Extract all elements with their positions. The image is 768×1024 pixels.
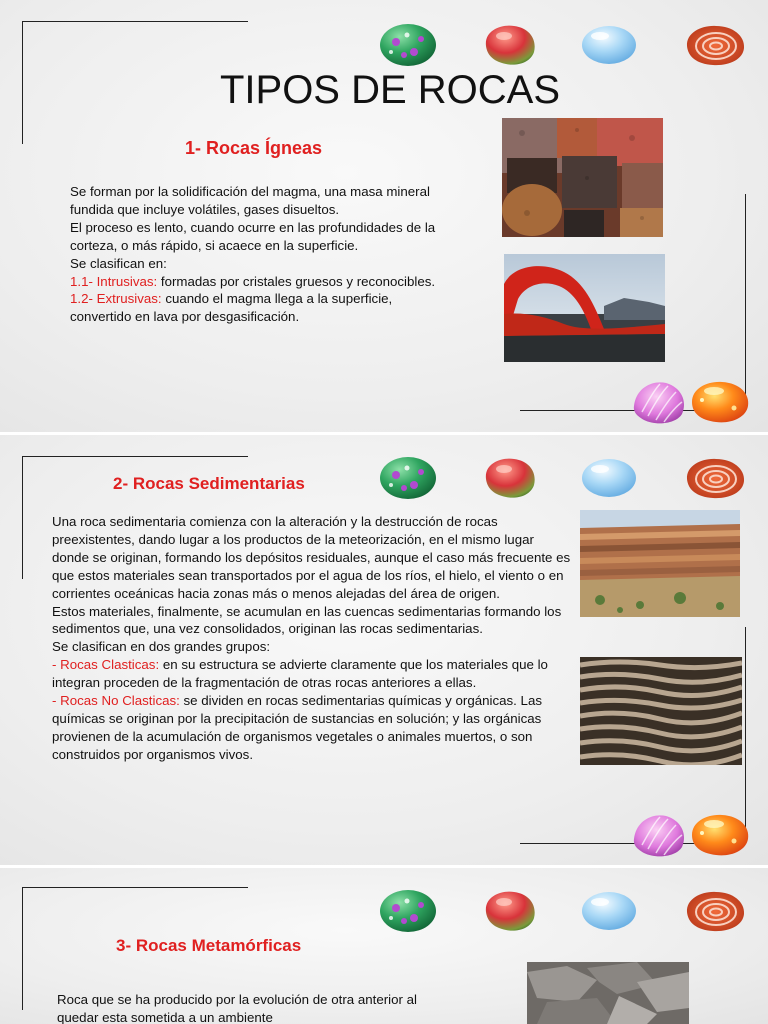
subtype-extrusive <box>70 290 440 326</box>
subtype-text: cuando el magma llega a la superficie, convertido en lava por desgasificación. <box>70 291 393 325</box>
subtype-text: formadas por cristales gruesos y reconocibles. <box>157 273 436 289</box>
agate-gem-icon <box>683 888 747 934</box>
blue-gem-icon <box>580 24 638 66</box>
green-gem-icon <box>378 888 438 934</box>
layered-rock-photo <box>580 657 742 765</box>
section-heading-sedimentary: 2- Rocas Sedimentarias <box>113 474 305 493</box>
subtype-label: 1.2- Extrusivas: <box>70 291 162 307</box>
orange-gem-icon <box>688 378 752 426</box>
slide-sedimentary <box>0 435 768 865</box>
agate-gem-icon <box>683 455 747 501</box>
frame-line <box>22 456 248 457</box>
slide-metamorphic <box>0 868 768 1024</box>
red-gem-icon <box>480 22 538 68</box>
lava-photo <box>504 254 665 362</box>
subtype-label: 1.1- Intrusivas: <box>70 273 158 289</box>
orange-gem-icon <box>688 811 752 859</box>
green-gem-icon <box>378 22 438 68</box>
blue-gem-icon <box>580 457 638 499</box>
pink-shell-icon <box>630 378 688 428</box>
paragraph: Se clasifican en dos grandes grupos: <box>52 639 271 655</box>
subtype-text: se dividen en rocas sedimentarias químicas y orgánicas. Las químicas se originan por la precipitación de sustancias en solución; y las orgánicas provienen de la acumulación de organismos vegetales o animales muertos, o son construidos por organismos vivos. <box>52 693 542 762</box>
subtype-non-clastic <box>52 692 572 764</box>
pink-shell-icon <box>630 811 688 861</box>
section-body-igneous <box>70 183 440 326</box>
frame-line <box>22 456 23 579</box>
subtype-intrusive <box>70 273 440 291</box>
subtype-label: - Rocas Clasticas: <box>52 657 160 673</box>
sedimentary-cliff-photo <box>580 510 740 617</box>
section-body-metamorphic <box>57 991 417 1024</box>
metamorphic-rocks-photo <box>527 962 689 1024</box>
subtype-text: en su estructura se advierte claramente que los materiales que lo integran proceden de la fragmentación de otras rocas anteriores a ellas. <box>52 657 548 691</box>
section-heading-igneous: 1- Rocas Ígneas <box>185 138 323 158</box>
blue-gem-icon <box>580 890 638 932</box>
paragraph: Roca que se ha producido por la evolución de otra anterior al quedar esta sometida a un ambiente <box>57 992 417 1024</box>
igneous-rocks-photo <box>502 118 663 237</box>
slide-igneous <box>0 0 768 432</box>
agate-gem-icon <box>683 22 747 68</box>
page-title: TIPOS DE ROCAS <box>219 68 561 112</box>
paragraph: Se clasifican en: <box>70 255 167 271</box>
subtype-label: - Rocas No Clasticas: <box>52 693 180 709</box>
paragraph: Una roca sedimentaria comienza con la alteración y la destrucción de rocas preexistentes, dando lugar a los productos de la meteorización, en el mismo lugar donde se originan, formando los depósitos residuales, aunque el caso más frecuente es que estos materiales sean transportados por el agua de los ríos, el hielo, el viento o en corrientes oceánicas hacia zonas más o menos alejadas del área de origen. <box>52 514 571 601</box>
subtype-clastic <box>52 656 572 692</box>
red-gem-icon <box>480 455 538 501</box>
section-heading-metamorphic: 3- Rocas Metamórficas <box>116 936 302 955</box>
paragraph: Estos materiales, finalmente, se acumulan en las cuencas sedimentarias formando los sedimentos que, una vez consolidados, originan las rocas sedimentarias. <box>52 603 562 637</box>
red-gem-icon <box>480 888 538 934</box>
frame-line <box>22 887 248 888</box>
green-gem-icon <box>378 455 438 501</box>
section-body-sedimentary <box>52 513 572 764</box>
frame-line <box>22 21 248 22</box>
paragraph: El proceso es lento, cuando ocurre en las profundidades de la corteza, o más rápido, si acaece en la superficie. <box>70 219 436 253</box>
frame-line <box>22 887 23 1010</box>
paragraph: Se forman por la solidificación del magma, una masa mineral fundida que incluye volátiles, gases disueltos. <box>70 184 430 217</box>
